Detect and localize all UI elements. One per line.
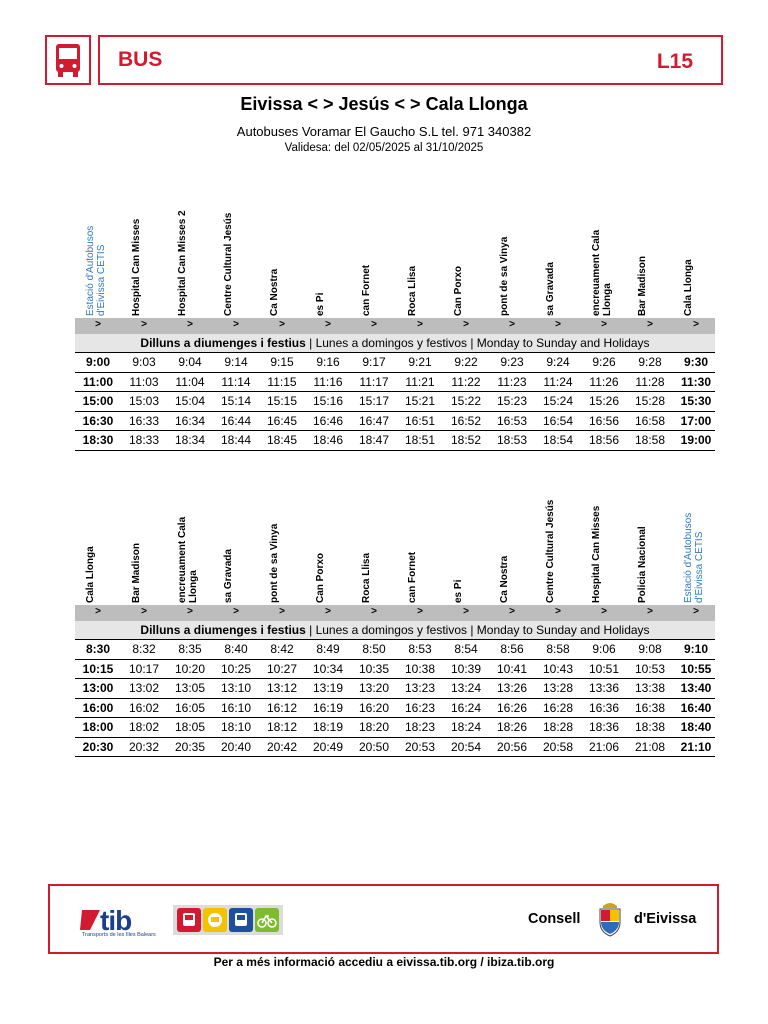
departure-time: 20:30 <box>82 739 114 754</box>
departure-time: 8:58 <box>546 642 570 656</box>
stop-name: can Fornet <box>407 551 418 603</box>
coat-of-arms-icon <box>595 900 625 938</box>
departure-time: 13:38 <box>634 681 666 695</box>
departure-time: 16:36 <box>588 700 620 715</box>
departure-time: 21:08 <box>634 739 666 754</box>
departure-time: 11:22 <box>451 374 481 389</box>
departure-time: 10:41 <box>496 661 528 676</box>
departure-time: 15:22 <box>450 394 482 408</box>
departure-time: 16:20 <box>358 700 390 715</box>
departure-time: 20:42 <box>266 739 298 754</box>
departure-time: 13:24 <box>450 681 482 695</box>
table-row <box>75 699 715 719</box>
departure-time: 9:24 <box>546 355 570 369</box>
departure-rows <box>75 353 715 451</box>
departure-time: 13:28 <box>542 681 574 695</box>
stop-name: Cala Llonga <box>683 259 694 316</box>
departure-time: 20:35 <box>174 739 206 754</box>
departure-time: 15:17 <box>358 394 390 408</box>
departure-time: 16:33 <box>128 413 160 428</box>
departure-time: 8:50 <box>362 642 386 656</box>
stop-header <box>167 198 213 318</box>
train-icon <box>203 908 227 932</box>
departure-time: 9:17 <box>362 355 386 369</box>
stop-name: Ca Nostra <box>269 268 280 316</box>
departure-time: 20:50 <box>358 739 390 754</box>
departure-time: 9:26 <box>592 355 616 369</box>
stop-header <box>489 198 535 318</box>
direction-arrow: > <box>141 319 147 330</box>
stop-name: Bar Madison <box>131 542 142 603</box>
departure-time: 18:05 <box>174 720 206 734</box>
direction-arrow: > <box>601 319 607 330</box>
departure-time: 13:00 <box>82 681 114 695</box>
direction-arrow: > <box>509 319 515 330</box>
departure-time: 16:58 <box>634 413 666 428</box>
stop-header <box>121 485 167 605</box>
stop-name: Ca Nostra <box>499 555 510 603</box>
direction-arrow: > <box>325 606 331 617</box>
stop-header <box>351 198 397 318</box>
route-title: Eivissa < > Jesús < > Cala Llonga <box>240 94 528 114</box>
departure-time: 18:36 <box>588 720 620 734</box>
departure-time: 10:20 <box>174 661 206 676</box>
departure-time: 20:32 <box>128 739 160 754</box>
transport-modes <box>173 905 283 935</box>
stop-header <box>535 198 581 318</box>
departure-time: 16:40 <box>680 700 712 715</box>
stop-name: Centre Cultural Jesús <box>223 212 234 316</box>
departure-time: 20:53 <box>404 739 436 754</box>
service-days-band <box>75 334 715 353</box>
departure-time: 16:34 <box>174 413 206 428</box>
departure-time: 9:14 <box>224 355 248 369</box>
departure-time: 20:49 <box>312 739 344 754</box>
bus-icon-box <box>45 35 91 85</box>
stop-header <box>673 485 719 605</box>
departure-time: 10:25 <box>220 661 252 676</box>
direction-arrow: > <box>371 606 377 617</box>
table-row <box>75 679 715 699</box>
departure-time: 18:30 <box>82 433 114 447</box>
direction-arrow: > <box>601 606 607 617</box>
table-row <box>75 640 715 660</box>
departure-time: 18:54 <box>542 433 574 447</box>
consell-label: Consell <box>528 911 581 927</box>
service-days-other-languages: | Lunes a domingos y festivos | Monday to Sunday and Holidays <box>305 623 650 637</box>
direction-arrow: > <box>417 319 423 330</box>
direction-arrow: > <box>371 319 377 330</box>
service-days-band <box>75 621 715 640</box>
departure-time: 9:15 <box>270 355 294 369</box>
departure-time: 11:17 <box>359 374 389 389</box>
departure-time: 13:19 <box>312 681 344 695</box>
stop-name: encreuament Cala Llonga <box>177 516 199 603</box>
departure-time: 15:23 <box>496 394 528 408</box>
departure-time: 16:00 <box>82 700 114 715</box>
departure-time: 8:30 <box>85 642 111 656</box>
departure-time: 8:49 <box>316 642 340 656</box>
mode-label: BUS <box>118 48 163 71</box>
stop-header <box>581 198 627 318</box>
stop-name: sa Gravada <box>223 549 234 603</box>
departure-time: 11:28 <box>635 374 665 389</box>
stop-header <box>535 485 581 605</box>
departure-time: 8:53 <box>408 642 432 656</box>
departure-time: 10:27 <box>266 661 298 676</box>
direction-arrow: > <box>693 606 699 617</box>
departure-time: 18:23 <box>404 720 436 734</box>
departure-time: 16:44 <box>220 413 252 428</box>
departure-time: 9:28 <box>638 355 662 369</box>
direction-arrow: > <box>693 319 699 330</box>
direction-arrow: > <box>187 319 193 330</box>
stop-name: Can Porxo <box>315 552 326 603</box>
departure-time: 16:47 <box>358 413 390 428</box>
departure-time: 16:56 <box>588 413 620 428</box>
direction-arrow: > <box>233 606 239 617</box>
departure-time: 16:24 <box>450 700 482 715</box>
direction-arrow: > <box>647 319 653 330</box>
validity-dates: Validesa: del 02/05/2025 al 31/10/2025 <box>284 142 484 154</box>
stop-name: Policia Nacional <box>637 526 648 603</box>
departure-time: 16:53 <box>496 413 528 428</box>
service-days-catalan: Dilluns a diumenges i festius <box>140 336 306 350</box>
departure-time: 16:10 <box>220 700 252 715</box>
header-bar <box>98 35 723 85</box>
stop-name: Hospital Can Misses <box>591 505 602 603</box>
direction-arrow: > <box>647 606 653 617</box>
direction-arrow: > <box>417 606 423 617</box>
stop-header <box>305 198 351 318</box>
departure-time: 11:14 <box>221 374 251 389</box>
departure-time: 18:40 <box>680 720 712 734</box>
stop-header <box>443 485 489 605</box>
metro-icon <box>229 908 253 932</box>
departure-time: 18:26 <box>496 720 528 734</box>
departure-time: 18:46 <box>312 433 344 447</box>
stop-name: pont de sa Vinya <box>269 523 280 603</box>
departure-time: 18:10 <box>220 720 252 734</box>
tib-stripe-icon <box>78 906 102 934</box>
table-row <box>75 392 715 412</box>
departure-time: 16:38 <box>634 700 666 715</box>
departure-time: 18:47 <box>358 433 390 447</box>
departure-time: 13:26 <box>496 681 528 695</box>
departure-time: 16:28 <box>542 700 574 715</box>
departure-time: 11:15 <box>267 374 297 389</box>
departure-time: 16:02 <box>128 700 160 715</box>
departure-time: 15:24 <box>542 394 574 408</box>
departure-time: 18:52 <box>450 433 482 447</box>
stop-header <box>305 485 351 605</box>
departure-time: 21:10 <box>680 739 712 754</box>
departure-time: 18:38 <box>634 720 666 734</box>
departure-time: 18:56 <box>588 433 620 447</box>
departure-time: 16:12 <box>266 700 298 715</box>
stop-header <box>673 198 719 318</box>
departure-time: 9:03 <box>132 355 156 369</box>
departure-time: 9:00 <box>85 355 111 369</box>
service-days-other-languages: | Lunes a domingos y festivos | Monday to Sunday and Holidays <box>305 336 650 350</box>
departure-time: 16:54 <box>542 413 574 428</box>
departure-time: 15:15 <box>266 394 298 408</box>
stop-header <box>75 198 121 318</box>
departure-time: 18:12 <box>266 720 298 734</box>
departure-time: 20:56 <box>496 739 528 754</box>
departure-time: 16:46 <box>312 413 344 428</box>
departure-time: 8:56 <box>500 642 524 656</box>
departure-time: 13:10 <box>220 681 252 695</box>
departure-time: 16:52 <box>450 413 482 428</box>
departure-time: 21:06 <box>588 739 620 754</box>
stop-header <box>213 485 259 605</box>
departure-time: 16:51 <box>404 413 436 428</box>
stop-header <box>167 485 213 605</box>
departure-time: 9:21 <box>408 355 432 369</box>
departure-time: 13:20 <box>358 681 390 695</box>
departure-time: 16:45 <box>266 413 298 428</box>
departure-time: 15:21 <box>404 394 436 408</box>
departure-time: 13:12 <box>266 681 298 695</box>
stop-name: can Fornet <box>361 264 372 316</box>
table-row <box>75 412 715 432</box>
stop-name: Hospital Can Misses <box>131 218 142 316</box>
stop-header <box>121 198 167 318</box>
stop-header <box>627 198 673 318</box>
departure-time: 9:16 <box>316 355 340 369</box>
departure-time: 18:34 <box>174 433 206 447</box>
departure-time: 11:00 <box>82 374 114 389</box>
table-row <box>75 718 715 738</box>
service-days-catalan: Dilluns a diumenges i festius <box>140 623 306 637</box>
departure-time: 11:26 <box>589 374 619 389</box>
departure-time: 16:05 <box>174 700 206 715</box>
timetable-outbound <box>75 198 715 451</box>
departure-time: 18:00 <box>82 720 114 734</box>
stop-header <box>581 485 627 605</box>
departure-time: 9:04 <box>178 355 202 369</box>
departure-time: 18:53 <box>496 433 528 447</box>
tib-logo <box>82 902 164 938</box>
departure-time: 8:40 <box>224 642 248 656</box>
more-info-link[interactable]: Per a més informació accediu a eivissa.tib.org / ibiza.tib.org <box>213 955 555 969</box>
departure-time: 8:54 <box>454 642 478 656</box>
stop-names-row <box>75 485 715 605</box>
stop-header <box>259 485 305 605</box>
footer-logos <box>48 884 719 954</box>
departure-time: 18:19 <box>312 720 344 734</box>
departure-time: 11:23 <box>497 374 527 389</box>
timetable-return <box>75 485 715 757</box>
stop-names-row <box>75 198 715 318</box>
operator-info: Autobuses Voramar El Gaucho S.L tel. 971 340382 <box>236 124 532 139</box>
departure-time: 16:19 <box>312 700 344 715</box>
departure-time: 9:30 <box>683 355 709 369</box>
stop-name: Centre Cultural Jesús <box>545 499 556 603</box>
departure-time: 18:02 <box>128 720 160 734</box>
departure-time: 18:45 <box>266 433 298 447</box>
direction-arrow: > <box>141 606 147 617</box>
direction-arrow: > <box>279 606 285 617</box>
departure-time: 15:03 <box>128 394 160 408</box>
departure-time: 9:22 <box>454 355 478 369</box>
stop-name: Bar Madison <box>637 255 648 316</box>
departure-time: 11:04 <box>175 374 205 389</box>
departure-time: 8:32 <box>132 642 156 656</box>
stop-name: Roca Llisa <box>407 265 418 316</box>
stop-header <box>351 485 397 605</box>
departure-time: 9:10 <box>683 642 709 656</box>
bus-icon <box>177 908 201 932</box>
departure-time: 11:24 <box>543 374 573 389</box>
departure-time: 16:30 <box>82 413 114 428</box>
bike-icon <box>255 908 279 932</box>
departure-time: 10:15 <box>82 661 114 676</box>
stop-header <box>397 198 443 318</box>
direction-arrow: > <box>279 319 285 330</box>
departure-time: 10:43 <box>542 661 574 676</box>
departure-time: 20:40 <box>220 739 252 754</box>
direction-arrows-row <box>75 318 715 334</box>
stop-header <box>443 198 489 318</box>
departure-time: 17:00 <box>680 413 712 428</box>
departure-time: 13:36 <box>588 681 620 695</box>
table-row <box>75 738 715 758</box>
direction-arrow: > <box>555 319 561 330</box>
stop-header <box>489 485 535 605</box>
departure-time: 18:20 <box>358 720 390 734</box>
departure-time: 9:06 <box>592 642 616 656</box>
stop-header <box>213 198 259 318</box>
stop-header <box>397 485 443 605</box>
stop-name: es Pi <box>453 579 464 603</box>
departure-time: 10:34 <box>312 661 344 676</box>
direction-arrow: > <box>509 606 515 617</box>
departure-time: 13:02 <box>128 681 160 695</box>
stop-name: Cala Llonga <box>85 546 96 603</box>
stop-header <box>627 485 673 605</box>
departure-time: 13:23 <box>404 681 436 695</box>
departure-time: 18:44 <box>220 433 252 447</box>
stop-header <box>75 485 121 605</box>
departure-time: 16:26 <box>496 700 528 715</box>
departure-time: 15:04 <box>174 394 206 408</box>
departure-time: 11:21 <box>405 374 435 389</box>
departure-time: 10:53 <box>634 661 666 676</box>
departure-time: 13:40 <box>680 681 712 695</box>
bus-icon <box>47 37 89 83</box>
departure-time: 10:17 <box>128 661 160 676</box>
direction-arrow: > <box>463 319 469 330</box>
departure-time: 10:38 <box>404 661 436 676</box>
departure-time: 20:54 <box>450 739 482 754</box>
stop-name: Roca Llisa <box>361 552 372 603</box>
direction-arrow: > <box>233 319 239 330</box>
table-row <box>75 660 715 680</box>
table-row <box>75 353 715 373</box>
departure-time: 10:35 <box>358 661 390 676</box>
departure-time: 8:42 <box>270 642 294 656</box>
departure-time: 11:03 <box>129 374 159 389</box>
departure-time: 15:30 <box>680 394 712 408</box>
departure-time: 10:39 <box>450 661 482 676</box>
departure-time: 10:55 <box>680 661 712 676</box>
departure-time: 11:16 <box>313 374 343 389</box>
direction-arrow: > <box>187 606 193 617</box>
eivissa-label: d'Eivissa <box>634 911 697 927</box>
tib-wordmark: tib <box>100 905 132 936</box>
direction-arrow: > <box>463 606 469 617</box>
departure-time: 15:14 <box>220 394 252 408</box>
stop-name: es Pi <box>315 292 326 316</box>
stop-name: Estació d'Autobusos d'Eivissa CETIS <box>85 225 107 316</box>
departure-time: 10:51 <box>588 661 620 676</box>
departure-time: 15:26 <box>588 394 620 408</box>
line-code: L15 <box>656 50 693 73</box>
stop-name: Estació d'Autobusos d'Eivissa CETIS <box>683 512 705 603</box>
direction-arrows-row <box>75 605 715 621</box>
departure-time: 18:28 <box>542 720 574 734</box>
stop-name: pont de sa Vinya <box>499 236 510 316</box>
direction-arrow: > <box>325 319 331 330</box>
stop-header <box>259 198 305 318</box>
departure-time: 11:30 <box>680 374 712 389</box>
departure-time: 15:00 <box>82 394 114 408</box>
tib-tagline: Transports de les Illes Balears <box>82 932 156 938</box>
departure-time: 20:58 <box>542 739 574 754</box>
departure-time: 13:05 <box>174 681 206 695</box>
stop-name: Can Porxo <box>453 265 464 316</box>
departure-time: 18:51 <box>404 433 436 447</box>
table-row <box>75 431 715 451</box>
stop-name: sa Gravada <box>545 262 556 316</box>
departure-time: 8:35 <box>178 642 202 656</box>
departure-time: 18:58 <box>634 433 666 447</box>
departure-time: 18:33 <box>128 433 160 447</box>
departure-rows <box>75 640 715 757</box>
departure-time: 15:28 <box>634 394 666 408</box>
departure-time: 9:23 <box>500 355 524 369</box>
table-row <box>75 373 715 393</box>
departure-time: 19:00 <box>680 433 712 447</box>
direction-arrow: > <box>555 606 561 617</box>
departure-time: 9:08 <box>638 642 662 656</box>
departure-time: 15:16 <box>312 394 344 408</box>
stop-name: encreuament Cala Llonga <box>591 229 613 316</box>
departure-time: 18:24 <box>450 720 482 734</box>
direction-arrow: > <box>95 319 101 330</box>
departure-time: 16:23 <box>404 700 436 715</box>
direction-arrow: > <box>95 606 101 617</box>
stop-name: Hospital Can Misses 2 <box>177 210 188 316</box>
